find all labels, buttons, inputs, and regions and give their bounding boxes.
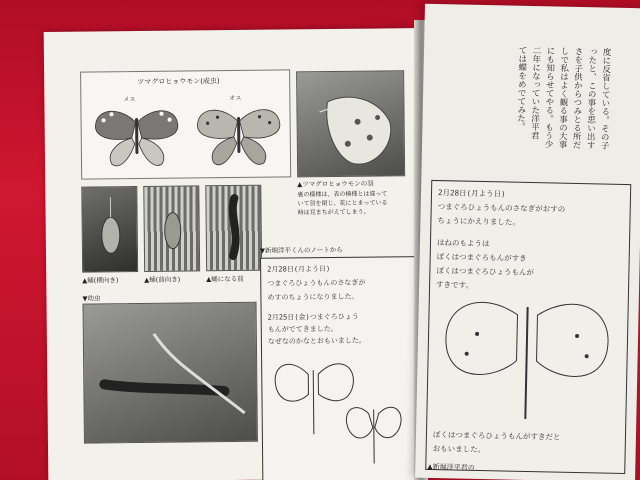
hw-line-4: ぼくはつまぐろもんがすき	[436, 252, 527, 263]
hw-line-8: おもいました。	[432, 444, 486, 455]
female-butterfly-icon	[91, 102, 182, 173]
child-butterfly-drawing-icon	[435, 293, 622, 427]
right-footer-caption: ▲新堀洋平君の	[427, 462, 475, 472]
butterfly-underside-icon	[297, 71, 405, 177]
right-page	[415, 4, 640, 480]
child-butterfly-drawing-icon	[268, 353, 417, 475]
caterpillar-icon	[84, 303, 258, 444]
hw-line-2: ちょうにかえりました。	[437, 216, 521, 227]
left-page	[44, 28, 427, 480]
hw-line-7: ぼくはつまぐろひょうもんがすきだと	[432, 430, 561, 442]
note-line-6: なぜなのかなとおもいました。	[267, 336, 366, 346]
hw-header: 2月28日(月よう日)	[437, 188, 506, 199]
pupa-icon	[82, 187, 138, 273]
figure-title: ツマグロヒョウモン(成虫)	[137, 77, 220, 87]
body-column-4: しで私はよく観る事の大事	[556, 46, 570, 149]
note-line-5: もんがでてきました。	[267, 324, 338, 334]
note-line-2: つまぐろひょうもんのさなぎが	[267, 278, 366, 288]
underside-text-3: 時は見まちがえてしまう。	[297, 208, 370, 217]
body-column-6: ったと、この事を思い出す	[584, 47, 598, 150]
pupa-front-photo	[143, 185, 200, 272]
pupa-caption-front: ▲蛹(前向き)	[144, 275, 181, 284]
larva-caption: ▼幼虫	[82, 294, 101, 303]
body-column-3: にも知らせてやる。もう少	[542, 46, 556, 149]
hw-line-5: ぼくはつまぐろひょうもんが	[436, 266, 534, 278]
underside-text-2: いて羽を閉じ、花にとまっている	[297, 199, 388, 208]
hw-line-6: すきです。	[436, 280, 474, 290]
note-header: ▼新堀洋平くんのノートから	[259, 245, 343, 255]
butterfly-figure	[80, 69, 291, 179]
hw-line-3: はねのもようは	[436, 238, 490, 249]
body-column-7: 度に反省している。その子	[598, 47, 612, 150]
handwritten-note-box	[425, 180, 631, 474]
male-butterfly-icon	[193, 100, 284, 171]
note-line-4: 2月25日(金)つまぐろひょう	[267, 312, 359, 322]
caterpillar-icon	[206, 186, 262, 272]
pupa-side-photo	[81, 186, 138, 273]
body-column-5: さを子供からつみとる所だ	[570, 46, 584, 150]
pupa-caption-side: ▲蛹(横向き)	[82, 276, 119, 285]
underside-caption: ▲ツマグロヒョウモンの羽	[297, 179, 374, 189]
female-label: メス	[123, 96, 136, 104]
male-label: オス	[229, 94, 242, 103]
pre-pupa-photo	[205, 185, 262, 272]
note-line-3: めすのちょうになりました。	[267, 292, 359, 302]
larva-photo	[83, 302, 258, 444]
pupa-caption-before: ▲蛹になる前	[206, 274, 244, 284]
pupa-icon	[144, 186, 200, 272]
body-column-2: 二年になっていた洋平君	[529, 45, 542, 140]
child-notebook-panel	[260, 256, 422, 480]
underside-text-1: 裏の模様は、表の模様とは違って	[297, 190, 388, 199]
hw-line-1: つまぐろひょうもんのさなぎがおすの	[437, 202, 566, 214]
body-column-1: ては蝶をめでてみた。	[515, 45, 528, 131]
underside-butterfly-photo	[296, 70, 405, 177]
note-line-1: 2月28日(月よう日)	[267, 265, 331, 274]
